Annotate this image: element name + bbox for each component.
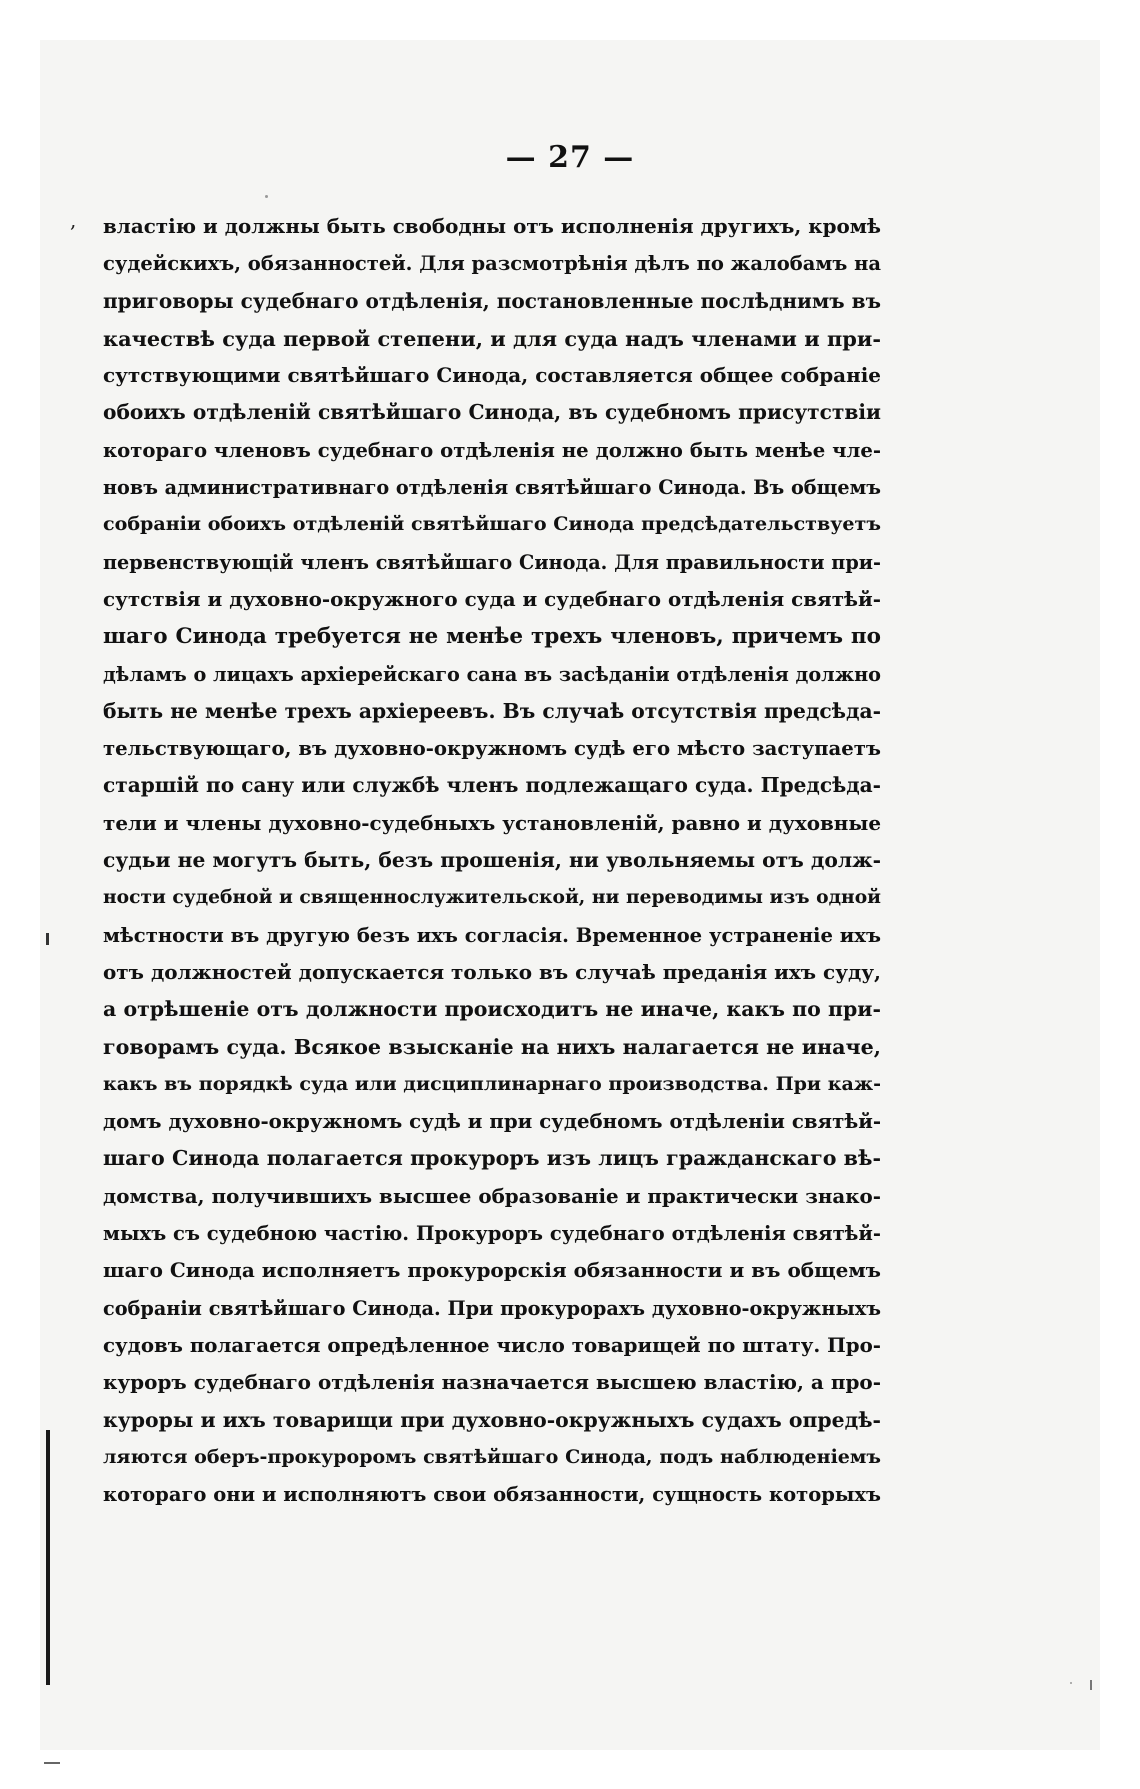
text-line: новъ административнаго отдѣленія святѣйшаго Синода. Въ общемъ — [103, 476, 881, 500]
text-line: сутствія и духовно-окружного суда и судебнаго отдѣленія святѣй- — [103, 586, 881, 611]
text-line: шаго Синода полагается прокуроръ изъ лицъ гражданскаго вѣ- — [103, 1146, 881, 1171]
text-line: приговоры судебнаго отдѣленія, постановленные послѣднимъ въ — [103, 288, 881, 313]
text-line: мыхъ съ судебною частію. Прокуроръ судебнаго отдѣленія святѣй- — [103, 1222, 881, 1246]
margin-tick-mark — [46, 933, 49, 945]
body-text — [103, 208, 881, 1513]
text-line: ляются оберъ-прокуроромъ святѣйшаго Синода, подъ наблюденіемъ — [103, 1445, 881, 1468]
text-line: мѣстности въ другую безъ ихъ согласія. Временное устраненіе ихъ — [103, 923, 881, 947]
margin-mark: , — [70, 208, 77, 232]
text-line: обоихъ отдѣленій святѣйшаго Синода, въ судебномъ присутствіи — [103, 400, 881, 425]
text-line: какъ въ порядкѣ суда или дисциплинарнаго производства. При каж- — [103, 1072, 881, 1095]
text-line: дѣламъ о лицахъ архіерейскаго сана въ засѣданіи отдѣленія должно — [103, 662, 881, 686]
text-line: котораго членовъ судебнаго отдѣленія не должно быть менѣе чле- — [103, 438, 881, 462]
text-line: быть не менѣе трехъ архіереевъ. Въ случаѣ отсутствія предсѣда- — [103, 698, 881, 723]
text-line: собраніи святѣйшаго Синода. При прокурорахъ духовно-окружныхъ — [103, 1296, 881, 1320]
text-line: властію и должны быть свободны отъ исполненія другихъ, кромѣ — [103, 214, 881, 238]
scan-tick-mark — [1090, 1680, 1092, 1690]
text-line: отъ должностей допускается только въ случаѣ преданія ихъ суду, — [103, 959, 881, 984]
text-line: тельствующаго, въ духовно-окружномъ судѣ его мѣсто заступаетъ — [103, 737, 881, 761]
text-line: тели и члены духовно-судебныхъ установленій, равно и духовные — [103, 810, 881, 835]
text-line: судейскихъ, обязанностей. Для разсмотрѣнія дѣлъ по жалобамъ на — [103, 252, 881, 276]
text-line: качествѣ суда первой степени, и для суда надъ членами и при- — [103, 325, 881, 351]
text-line: куроры и ихъ товарищи при духовно-окружныхъ судахъ опредѣ- — [103, 1407, 881, 1432]
text-line: первенствующій членъ святѣйшаго Синода. Для правильности при- — [103, 550, 881, 574]
text-line: говорамъ суда. Всякое взысканіе на нихъ налагается не иначе, — [103, 1034, 881, 1059]
text-line: судьи не могутъ быть, безъ прошенія, ни увольняемы отъ долж- — [103, 848, 881, 873]
page-number: — 27 — — [505, 140, 635, 175]
scan-speck — [265, 195, 268, 198]
text-line: шаго Синода исполняетъ прокурорскія обязанности и въ общемъ — [103, 1258, 881, 1283]
scan-dash-mark — [44, 1762, 60, 1764]
text-line: домства, получившихъ высшее образованіе и практически знако- — [103, 1183, 881, 1208]
text-line: домъ духовно-окружномъ судѣ и при судебномъ отдѣленіи святѣй- — [103, 1109, 881, 1134]
text-line: судовъ полагается опредѣленное число товарищей по штату. Про- — [103, 1332, 881, 1357]
text-line: собраніи обоихъ отдѣленій святѣйшаго Синода предсѣдательствуетъ — [103, 513, 881, 536]
text-line: шаго Синода требуется не менѣе трехъ членовъ, причемъ по — [103, 624, 881, 650]
scan-speck — [1070, 1682, 1072, 1684]
text-line: ности судебной и священнослужительской, ни переводимы изъ одной — [103, 886, 881, 909]
text-line: а отрѣшеніе отъ должности происходитъ не иначе, какъ по при- — [103, 997, 881, 1022]
text-line: котораго они и исполняютъ свои обязанности, сущность которыхъ — [103, 1483, 881, 1507]
text-line: старшій по сану или службѣ членъ подлежащаго суда. Предсѣда- — [103, 773, 881, 798]
text-line: сутствующими святѣйшаго Синода, составляется общее собраніе — [103, 363, 881, 388]
text-line: куроръ судебнаго отдѣленія назначается высшею властію, а про- — [103, 1370, 881, 1395]
binding-edge-mark — [46, 1430, 50, 1685]
